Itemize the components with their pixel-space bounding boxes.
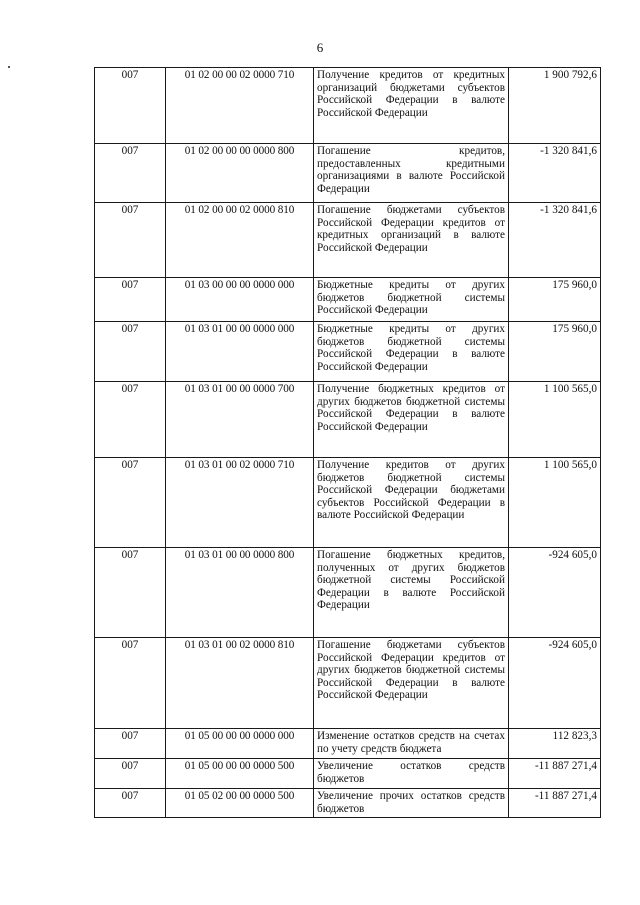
- admin-code-cell: 007: [95, 203, 166, 278]
- admin-code-cell: 007: [95, 278, 166, 322]
- item-name-cell: Погашение бюджетами субъектов Российской Федерации кредитов от других бюджетов бюджетной системы Российской Федерации в валюте Российской Федерации: [314, 638, 509, 729]
- table-row: [95, 68, 601, 144]
- amount-cell: 1 100 565,0: [509, 382, 601, 458]
- table-row: [95, 789, 601, 818]
- budget-classification-code-cell: 01 02 00 00 02 0000 710: [166, 68, 314, 144]
- item-name-cell: Получение бюджетных кредитов от других бюджетов бюджетной системы Российской Федерации в валюте Российской Федерации: [314, 382, 509, 458]
- item-name-cell: Погашение бюджетами субъектов Российской Федерации кредитов от кредитных организаций в валюте Российской Федерации: [314, 203, 509, 278]
- amount-cell: -1 320 841,6: [509, 203, 601, 278]
- admin-code-cell: 007: [95, 322, 166, 382]
- item-name-cell: Увеличение остатков средств бюджетов: [314, 759, 509, 789]
- budget-classification-code-cell: 01 03 01 00 00 0000 800: [166, 548, 314, 638]
- item-name-cell: Погашение кредитов, предоставленных кредитными организациями в валюте Российской Федерации: [314, 144, 509, 203]
- item-name-cell: Получение кредитов от других бюджетов бюджетной системы Российской Федерации бюджетами субъектов Российской Федерации в валюте Российской Федерации: [314, 458, 509, 548]
- table-row: [95, 322, 601, 382]
- item-name-cell: Изменение остатков средств на счетах по учету средств бюджета: [314, 729, 509, 759]
- scan-speck: [8, 66, 10, 68]
- amount-cell: -924 605,0: [509, 548, 601, 638]
- amount-cell: 175 960,0: [509, 278, 601, 322]
- budget-classification-code-cell: 01 03 00 00 00 0000 000: [166, 278, 314, 322]
- amount-cell: -11 887 271,4: [509, 789, 601, 818]
- admin-code-cell: 007: [95, 458, 166, 548]
- table-row: [95, 203, 601, 278]
- sources-of-financing-table: [94, 67, 601, 818]
- admin-code-cell: 007: [95, 68, 166, 144]
- budget-classification-code-cell: 01 03 01 00 00 0000 000: [166, 322, 314, 382]
- item-name-cell: Увеличение прочих остатков средств бюджетов: [314, 789, 509, 818]
- admin-code-cell: 007: [95, 548, 166, 638]
- admin-code-cell: 007: [95, 729, 166, 759]
- admin-code-cell: 007: [95, 638, 166, 729]
- page-number: 6: [316, 40, 324, 55]
- budget-classification-code-cell: 01 05 00 00 00 0000 000: [166, 729, 314, 759]
- amount-cell: -1 320 841,6: [509, 144, 601, 203]
- amount-cell: 1 900 792,6: [509, 68, 601, 144]
- table-row: [95, 278, 601, 322]
- table-row: [95, 458, 601, 548]
- admin-code-cell: 007: [95, 789, 166, 818]
- budget-classification-code-cell: 01 03 01 00 02 0000 710: [166, 458, 314, 548]
- item-name-cell: Бюджетные кредиты от других бюджетов бюджетной системы Российской Федерации: [314, 278, 509, 322]
- item-name-cell: Бюджетные кредиты от других бюджетов бюджетной системы Российской Федерации в валюте Российской Федерации: [314, 322, 509, 382]
- item-name-cell: Погашение бюджетных кредитов, полученных от других бюджетов бюджетной системы Российской Федерации в валюте Российской Федерации: [314, 548, 509, 638]
- item-name-cell: Получение кредитов от кредитных организаций бюджетами субъектов Российской Федерации в валюте Российской Федерации: [314, 68, 509, 144]
- budget-classification-code-cell: 01 05 02 00 00 0000 500: [166, 789, 314, 818]
- amount-cell: 175 960,0: [509, 322, 601, 382]
- amount-cell: 112 823,3: [509, 729, 601, 759]
- budget-classification-code-cell: 01 02 00 00 02 0000 810: [166, 203, 314, 278]
- amount-cell: -11 887 271,4: [509, 759, 601, 789]
- amount-cell: 1 100 565,0: [509, 458, 601, 548]
- table-row: [95, 638, 601, 729]
- table-row: [95, 729, 601, 759]
- budget-classification-code-cell: 01 05 00 00 00 0000 500: [166, 759, 314, 789]
- table-row: [95, 548, 601, 638]
- budget-classification-code-cell: 01 02 00 00 00 0000 800: [166, 144, 314, 203]
- budget-classification-code-cell: 01 03 01 00 02 0000 810: [166, 638, 314, 729]
- budget-classification-code-cell: 01 03 01 00 00 0000 700: [166, 382, 314, 458]
- table-row: [95, 759, 601, 789]
- admin-code-cell: 007: [95, 759, 166, 789]
- table-row: [95, 382, 601, 458]
- table-row: [95, 144, 601, 203]
- admin-code-cell: 007: [95, 144, 166, 203]
- admin-code-cell: 007: [95, 382, 166, 458]
- amount-cell: -924 605,0: [509, 638, 601, 729]
